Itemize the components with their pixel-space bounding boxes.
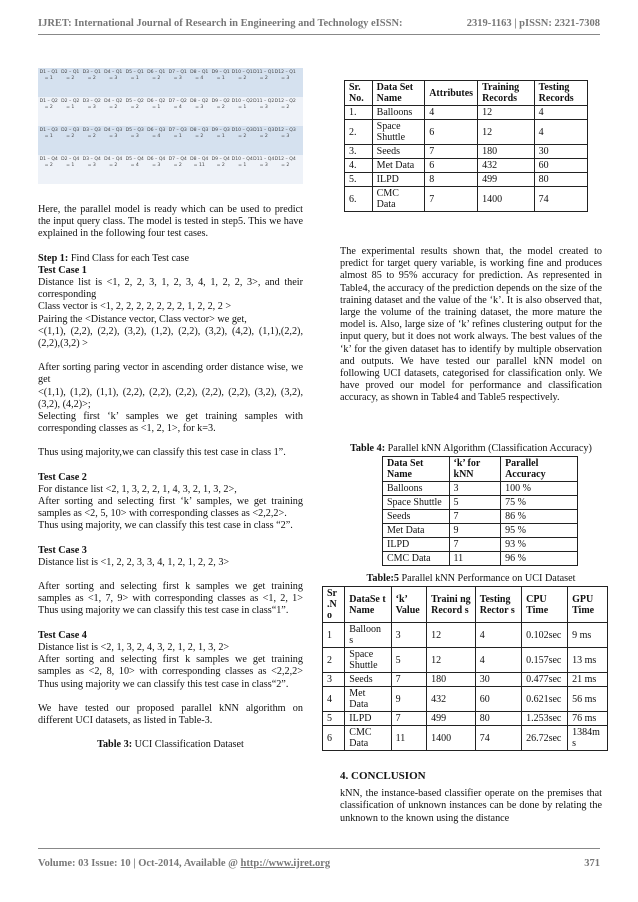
table-cell: 1 — [323, 623, 345, 648]
grid-cell: D6 – Q3 = 4 — [147, 128, 166, 139]
grid-cell: D8 – Q2 = 3 — [190, 99, 209, 110]
footer-volume: Volume: 03 Issue: 10 | Oct-2014, Available @ — [38, 858, 241, 869]
table-row — [345, 120, 588, 145]
test-case-3-title: Test Case 3 — [38, 544, 87, 556]
table-cell: 7 — [391, 673, 427, 687]
table-row — [383, 552, 578, 566]
table-cell: 95 % — [501, 524, 578, 538]
journal-title: IJRET: International Journal of Research in Engineering and Technology eISSN: — [38, 18, 403, 29]
grid-cell: D4 – Q4 = 2 — [104, 157, 123, 168]
table-cell: 12 — [478, 106, 535, 120]
tc1-line2: Class vector is <1, 2, 2, 2, 2, 2, 2, 2, 1, 2, 2, 2 > — [38, 301, 232, 313]
table-row — [345, 145, 588, 159]
table-cell: 56 ms — [568, 687, 608, 712]
grid-cell: D9 – Q2 = 2 — [211, 99, 230, 110]
table-cell: 7 — [391, 712, 427, 726]
table4-caption: Table 4: Parallel kNN Algorithm (Classification Accuracy) — [350, 443, 592, 454]
distance-grid-figure — [38, 68, 303, 193]
table-cell: Seeds — [345, 673, 391, 687]
table-cell: 7 — [449, 538, 501, 552]
column-header: Attributes — [425, 81, 478, 106]
table-cell: 80 — [534, 173, 587, 187]
table-cell: 12 — [427, 623, 476, 648]
table-cell: 6 — [425, 159, 478, 173]
table-cell: 4 — [475, 623, 521, 648]
table-cell: 180 — [478, 145, 535, 159]
tc1-line7: Selecting first ‘k’ samples we get training samples with corresponding classes as <1, 2, 1>, for k=3. — [38, 411, 303, 435]
intro-paragraph: Here, the parallel model is ready which can be used to predict the input query class. The model is tested in step5. This we have explained in the following four test cases. — [38, 204, 303, 240]
table-row — [383, 524, 578, 538]
tc2-line2: After sorting and selecting first ‘k’ samples, we get training samples as <2, 5, 10> with corresponding classes as <2,2,2>. — [38, 496, 303, 520]
table-cell: 0.157sec — [522, 648, 568, 673]
table-row — [323, 648, 608, 673]
table-cell: 4 — [323, 687, 345, 712]
grid-cell: D4 – Q2 = 2 — [104, 99, 123, 110]
table-cell: 75 % — [501, 496, 578, 510]
table-cell: 26.72sec — [522, 726, 568, 751]
grid-row — [38, 97, 303, 126]
table-cell: 0.102sec — [522, 623, 568, 648]
table-cell: 74 — [475, 726, 521, 751]
table-cell: 9 — [449, 524, 501, 538]
column-header: Traini ng Record s — [427, 587, 476, 623]
grid-cell: D11 – Q3 = 2 — [253, 128, 275, 139]
column-header: Data Set Name — [372, 81, 425, 106]
table-5-performance — [322, 586, 608, 751]
table-cell: 7 — [449, 510, 501, 524]
table-cell: 1. — [345, 106, 373, 120]
tc3-line1: Distance list is <1, 2, 2, 3, 3, 4, 1, 2, 1, 2, 2, 3> — [38, 556, 230, 568]
table-cell: 30 — [534, 145, 587, 159]
grid-cell: D3 – Q1 = 2 — [82, 70, 101, 81]
grid-cell: D2 – Q1 = 2 — [61, 70, 80, 81]
table-cell: 80 — [475, 712, 521, 726]
tc2-line1: For distance list <2, 1, 3, 2, 2, 1, 4, 3, 2, 1, 3, 2>, — [38, 483, 237, 495]
grid-cell: D7 – Q1 = 3 — [168, 70, 187, 81]
grid-cell: D11 – Q2 = 3 — [253, 99, 275, 110]
conclusion-paragraph: kNN, the instance-based classifier operate on the premises that classification of unknown instances can be done by relating the unknown to the known using the distance — [340, 788, 602, 824]
table-cell: 4. — [345, 159, 373, 173]
table-cell: 1400 — [427, 726, 476, 751]
grid-cell: D1 – Q1 = 1 — [39, 70, 58, 81]
table-cell: Balloon s — [345, 623, 391, 648]
table-cell: Balloons — [383, 482, 450, 496]
grid-cell: D6 – Q4 = 3 — [147, 157, 166, 168]
table-cell: 12 — [427, 648, 476, 673]
table-row — [323, 673, 608, 687]
grid-cell: D1 – Q3 = 1 — [39, 128, 58, 139]
column-header: GPU Time — [568, 587, 608, 623]
table-cell: 4 — [534, 120, 587, 145]
grid-cell: D3 – Q3 = 2 — [82, 128, 101, 139]
table-row — [383, 482, 578, 496]
table-cell: Space Shuttle — [383, 496, 450, 510]
table-3-uci-datasets — [344, 80, 588, 212]
table-cell: Met Data — [383, 524, 450, 538]
table-row — [323, 712, 608, 726]
grid-cell: D5 – Q3 = 3 — [125, 128, 144, 139]
test-case-2-title: Test Case 2 — [38, 471, 87, 483]
table-cell: 499 — [427, 712, 476, 726]
grid-row — [38, 155, 303, 184]
table-row — [383, 538, 578, 552]
table-cell: 499 — [478, 173, 535, 187]
conclusion-section — [340, 770, 602, 825]
table-cell: ILPD — [372, 173, 425, 187]
table-cell: 1400 — [478, 187, 535, 212]
table-cell: CMC Data — [383, 552, 450, 566]
table-cell: 9 — [391, 687, 427, 712]
column-header: Parallel Accuracy — [501, 457, 578, 482]
grid-cell: D5 – Q1 = 1 — [125, 70, 144, 81]
table-cell: 3. — [345, 145, 373, 159]
left-column — [38, 204, 303, 751]
grid-row — [38, 68, 303, 97]
table-cell: 6. — [345, 187, 373, 212]
grid-cell: D12 – Q3 = 3 — [274, 128, 296, 139]
table-cell: Space Shuttle — [372, 120, 425, 145]
column-header: Training Records — [478, 81, 535, 106]
tc1-line5: After sorting paring vector in ascending order distance wise, we get — [38, 362, 303, 386]
tc4-line1: Distance list is <2, 1, 3, 2, 4, 3, 2, 1, 2, 1, 3, 2> — [38, 641, 230, 653]
table-cell: 7 — [425, 187, 478, 212]
tc1-line6: <(1,1), (1,2), (1,1), (2,2), (2,2), (2,2), (2,2), (2,2), (3,2), (3,2), (3,2), (4,2)>; — [38, 386, 303, 410]
table-cell: 3 — [323, 673, 345, 687]
grid-cell: D7 – Q4 = 2 — [168, 157, 187, 168]
table-cell: 2 — [323, 648, 345, 673]
grid-cell: D3 – Q4 = 3 — [82, 157, 101, 168]
grid-cell: D12 – Q4 = 2 — [274, 157, 296, 168]
grid-cell: D11 – Q4 = 3 — [253, 157, 275, 168]
column-header: Sr .N o — [323, 587, 345, 623]
column-header: ‘k’ for kNN — [449, 457, 501, 482]
table-row — [345, 187, 588, 212]
tc1-line3: Pairing the <Distance vector, Class vector> we get, — [38, 313, 247, 325]
grid-cell: D4 – Q1 = 3 — [104, 70, 123, 81]
table-cell: 180 — [427, 673, 476, 687]
table-cell: Met Data — [372, 159, 425, 173]
tc2-line3: Thus using majority, we can classify this test case in class “2”. — [38, 520, 293, 532]
grid-cell: D1 – Q4 = 2 — [39, 157, 58, 168]
table-row — [383, 510, 578, 524]
column-header: Testing Records — [534, 81, 587, 106]
grid-cell: D11 – Q1 = 2 — [253, 70, 275, 81]
table-cell: 60 — [475, 687, 521, 712]
column-header: DataSe t Name — [345, 587, 391, 623]
grid-cell: D2 – Q4 = 1 — [61, 157, 80, 168]
header-rule — [38, 34, 600, 35]
grid-cell: D9 – Q1 = 1 — [211, 70, 230, 81]
tc3-line2: After sorting and selecting first k samples we get training samples as <1, 7, 9> with corresponding classes as <1, 2, 1> Thus using majority we can classify this test case in class“1”. — [38, 581, 303, 617]
issn: 2319-1163 | pISSN: 2321-7308 — [466, 18, 600, 29]
table-cell: Balloons — [372, 106, 425, 120]
table5-caption: Table:5 Parallel kNN Performance on UCI Dataset — [366, 573, 576, 584]
table-cell: Met Data — [345, 687, 391, 712]
table-cell: 12 — [478, 120, 535, 145]
test-case-1-title: Test Case 1 — [38, 264, 87, 276]
table-cell: 7 — [425, 145, 478, 159]
grid-cell: D9 – Q4 = 2 — [211, 157, 230, 168]
table-cell: 6 — [425, 120, 478, 145]
table-cell: ILPD — [383, 538, 450, 552]
table-cell: 1.253sec — [522, 712, 568, 726]
grid-cell: D4 – Q3 = 3 — [104, 128, 123, 139]
grid-cell: D10 – Q3 = 2 — [231, 128, 253, 139]
tc1-line1: Distance list is <1, 2, 2, 3, 1, 2, 3, 4, 1, 2, 2, 3>, and their corresponding — [38, 277, 303, 301]
grid-cell: D1 – Q2 = 2 — [39, 99, 58, 110]
table-cell: 96 % — [501, 552, 578, 566]
table-cell: 60 — [534, 159, 587, 173]
grid-cell: D5 – Q4 = 4 — [125, 157, 144, 168]
table-cell: 93 % — [501, 538, 578, 552]
table-cell: 3 — [391, 623, 427, 648]
table-cell: 4 — [534, 106, 587, 120]
table-row — [345, 159, 588, 173]
table-cell: 2. — [345, 120, 373, 145]
table-cell: CMC Data — [372, 187, 425, 212]
column-header: Testing Rector s — [475, 587, 521, 623]
running-footer — [38, 858, 600, 869]
conclusion-title: 4. CONCLUSION — [340, 770, 426, 782]
table-cell: 86 % — [501, 510, 578, 524]
tc4-line2: After sorting and selecting first k samples we get training samples as <2, 8, 10> with corresponding classes as <2,2,2> Thus using majority we can classify this test case in class“2”. — [38, 654, 303, 690]
table-cell: 100 % — [501, 482, 578, 496]
column-header: ‘k’ Value — [391, 587, 427, 623]
table-cell: 13 ms — [568, 648, 608, 673]
test-case-4-title: Test Case 4 — [38, 629, 87, 641]
grid-cell: D7 – Q3 = 1 — [168, 128, 187, 139]
table-4-accuracy — [382, 456, 578, 566]
table-cell: 4 — [475, 648, 521, 673]
grid-cell: D8 – Q1 = 4 — [190, 70, 209, 81]
tc1-line4: <(1,1), (2,2), (2,2), (3,2), (1,2), (2,2), (3,2), (4,2), (1,1),(2,2),(2,2),(3,2) > — [38, 325, 303, 350]
table-cell: 4 — [425, 106, 478, 120]
grid-cell: D12 – Q1 = 3 — [274, 70, 296, 81]
table-cell: CMC Data — [345, 726, 391, 751]
table-cell: 30 — [475, 673, 521, 687]
final-paragraph: We have tested our proposed parallel kNN algorithm on different UCI datasets, as listed in Table-3. — [38, 702, 303, 726]
table-cell: 432 — [427, 687, 476, 712]
grid-cell: D10 – Q2 = 1 — [231, 99, 253, 110]
page-number: 371 — [584, 858, 600, 869]
grid-cell: D8 – Q3 = 2 — [190, 128, 209, 139]
table-row — [383, 496, 578, 510]
table-cell: Space Shuttle — [345, 648, 391, 673]
table-cell: 76 ms — [568, 712, 608, 726]
grid-cell: D6 – Q1 = 2 — [147, 70, 166, 81]
table-row — [323, 623, 608, 648]
grid-cell: D12 – Q2 = 2 — [274, 99, 296, 110]
journal-link[interactable]: http://www.ijret.org — [240, 858, 331, 869]
table-cell: 6 — [323, 726, 345, 751]
grid-row — [38, 126, 303, 155]
column-header: CPU Time — [522, 587, 568, 623]
table-cell: 1384m s — [568, 726, 608, 751]
tc1-line8: Thus using majority,we can classify this test case in class 1”. — [38, 447, 286, 459]
table-cell: 5 — [449, 496, 501, 510]
table-row — [345, 173, 588, 187]
right-column — [340, 246, 602, 405]
table-cell: 5 — [391, 648, 427, 673]
table-cell: 9 ms — [568, 623, 608, 648]
grid-cell: D10 – Q1 = 2 — [231, 70, 253, 81]
table-cell: Seeds — [372, 145, 425, 159]
table-row — [345, 106, 588, 120]
grid-cell: D5 – Q2 = 2 — [125, 99, 144, 110]
table-cell: 5 — [323, 712, 345, 726]
column-header: Data Set Name — [383, 457, 450, 482]
table-cell: 3 — [449, 482, 501, 496]
grid-cell: D6 – Q2 = 1 — [147, 99, 166, 110]
table-cell: 0.621sec — [522, 687, 568, 712]
table-cell: 5. — [345, 173, 373, 187]
results-paragraph: The experimental results shown that, the model created to predict for target query variable, is working fine and produces almost 85 to 95% accuracy for prediction. As represented in Table4, the accuracy of the prediction depends on the size of the training dataset and the value of the ‘k’. It is also observed that, large the volume of the training dataset, the more mature the model is. Also, large size of ‘k’ refines clustering output for the input query, but it does not work always. The best values of the ‘k’ for the given dataset has to identify by multiple observation and outputs. We have tested our parallel kNN model on following UCI datasets, categorised for classification only. We have proved our model for performance and classification accuracy, as shown in Table4 and Table5 respectively. — [340, 246, 602, 404]
table3-caption: Table 3: UCI Classification Dataset — [97, 739, 244, 751]
grid-cell: D9 – Q3 = 1 — [211, 128, 230, 139]
table-row — [323, 687, 608, 712]
table-cell: 432 — [478, 159, 535, 173]
grid-cell: D2 – Q2 = 1 — [61, 99, 80, 110]
table-cell: 11 — [449, 552, 501, 566]
table-cell: 8 — [425, 173, 478, 187]
table-cell: 0.477sec — [522, 673, 568, 687]
table-cell: 21 ms — [568, 673, 608, 687]
table-cell: 11 — [391, 726, 427, 751]
grid-cell: D10 – Q4 = 1 — [231, 157, 253, 168]
grid-cell: D3 – Q2 = 3 — [82, 99, 101, 110]
table-cell: 74 — [534, 187, 587, 212]
column-header: Sr. No. — [345, 81, 373, 106]
running-header — [38, 18, 600, 29]
step1: Step 1: Find Class for each Test case — [38, 252, 190, 264]
grid-cell: D2 – Q3 = 2 — [61, 128, 80, 139]
footer-rule — [38, 848, 600, 849]
table-cell: Seeds — [383, 510, 450, 524]
grid-cell: D8 – Q4 = 11 — [190, 157, 209, 168]
grid-cell: D7 – Q2 = 4 — [168, 99, 187, 110]
table-cell: ILPD — [345, 712, 391, 726]
table-row — [323, 726, 608, 751]
